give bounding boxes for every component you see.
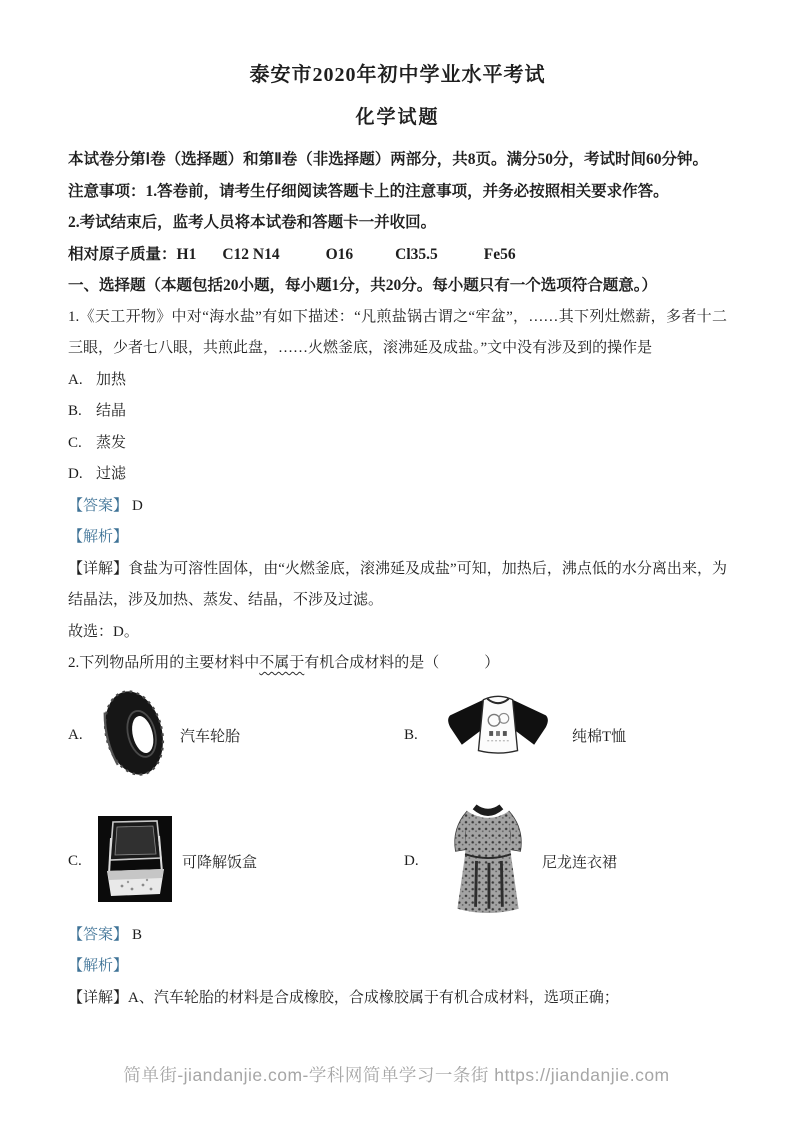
page-subtitle: 化学试题 bbox=[355, 107, 440, 128]
atomic-mass-line bbox=[68, 239, 727, 271]
q1-option-d-label: D. bbox=[68, 466, 83, 482]
q2-answer-label: 【答案】 bbox=[68, 926, 129, 943]
q2-answer-value: B bbox=[132, 926, 143, 943]
q1-conclusion: 故选：D。 bbox=[68, 623, 139, 640]
q2-text-before: 2.下列物品所用的主要材料中 bbox=[68, 655, 260, 671]
q2-text-emphasis: 不属于 bbox=[259, 655, 305, 671]
atomic-mass-cl: Cl35.5 bbox=[395, 245, 438, 263]
q2-option-c bbox=[68, 816, 404, 907]
q2-detail-text: A、汽车轮胎的材料是合成橡胶，合成橡胶属于有机合成材料，选项正确； bbox=[128, 989, 619, 1006]
q2-options-row-2 bbox=[68, 798, 727, 920]
atomic-mass-label: 相对原子质量： bbox=[68, 245, 177, 263]
q1-option-b-text: 结晶 bbox=[96, 403, 127, 419]
atomic-mass-fe: Fe56 bbox=[483, 245, 516, 263]
q1-answer-value: D bbox=[132, 497, 143, 514]
q2-options-row-1 bbox=[68, 684, 727, 788]
q2-option-c-label: C. bbox=[68, 852, 82, 869]
q2-option-b-label: B. bbox=[404, 727, 418, 743]
tshirt-image bbox=[434, 690, 562, 781]
q1-detail-text: 食盐为可溶性固体，由“火燃釜底，滚沸延及成盐”可知，加热后，沸点低的水分离出来，为结晶法，涉及加热、蒸发、结晶，不涉及过滤。 bbox=[68, 560, 727, 608]
q1-option-b-label: B. bbox=[68, 403, 82, 419]
notice-line-2: 2.考试结束后，监考人员将本试卷和答题卡一并收回。 bbox=[68, 214, 437, 231]
question-1-text: 1.《天工开物》中对“海水盐”有如下描述：“凡煎盐锅古谓之“牢盆”，……其下列灶燃薪，多者十二三眼，少者七八眼，共煎此盘，……火燃釜底，滚沸延及成盐。”文中没有涉及到的操作是 bbox=[68, 308, 727, 356]
q2-option-c-caption: 可降解饭盒 bbox=[182, 854, 258, 871]
q1-option-d-text: 过滤 bbox=[96, 466, 127, 482]
q2-detail-paragraph bbox=[68, 983, 727, 1015]
q2-option-a-caption: 汽车轮胎 bbox=[180, 729, 241, 745]
q2-option-b bbox=[404, 690, 727, 781]
dress-image bbox=[444, 798, 532, 925]
tire-image bbox=[98, 684, 170, 787]
page-title: 泰安市2020年初中学业水平考试 bbox=[249, 64, 546, 86]
q2-detail-label: 【详解】 bbox=[68, 989, 129, 1006]
atomic-mass-c-n: C12 N14 bbox=[222, 245, 280, 263]
q1-detail-paragraph bbox=[68, 554, 727, 617]
q1-option-c bbox=[68, 428, 727, 460]
q1-answer-label: 【答案】 bbox=[68, 497, 129, 514]
q1-option-d bbox=[68, 459, 727, 491]
watermark-footer: 简单街-jiandanjie.com-学科网简单学习一条街 https://jiandanjie.com bbox=[123, 1065, 670, 1085]
q2-analysis-label: 【解析】 bbox=[68, 958, 129, 974]
section-title: 一、选择题（本题包括20小题，每小题1分，共20分。每小题只有一个选项符合题意。） bbox=[68, 277, 658, 294]
q2-option-a-label: A. bbox=[68, 727, 83, 743]
q2-option-a bbox=[68, 684, 404, 787]
q1-option-a-text: 加热 bbox=[96, 371, 127, 388]
intro-paragraph: 本试卷分第Ⅰ卷（选择题）和第Ⅱ卷（非选择题）两部分，共8页。满分50分，考试时间60分钟。 bbox=[68, 151, 708, 168]
notice-line-1: 注意事项：1.答卷前，请考生仔细阅读答题卡上的注意事项，并务必按照相关要求作答。 bbox=[68, 182, 669, 200]
q1-option-a-label: A. bbox=[68, 371, 83, 388]
q1-option-b bbox=[68, 396, 727, 428]
q2-option-d bbox=[404, 798, 727, 925]
q1-analysis-label: 【解析】 bbox=[68, 529, 129, 545]
q2-text-after: 有机合成材料的是（ ） bbox=[304, 655, 500, 671]
question-2-text bbox=[68, 648, 727, 680]
q1-option-c-text: 蒸发 bbox=[96, 434, 127, 451]
q1-option-c-label: C. bbox=[68, 434, 82, 451]
q1-detail-label: 【详解】 bbox=[68, 560, 129, 577]
q2-option-b-caption: 纯棉T恤 bbox=[572, 729, 627, 745]
q2-option-d-caption: 尼龙连衣裙 bbox=[542, 854, 618, 871]
q2-option-d-label: D. bbox=[404, 852, 419, 869]
atomic-mass-h: H1 bbox=[176, 245, 197, 263]
q1-answer-line bbox=[68, 491, 727, 523]
q1-option-a bbox=[68, 365, 727, 397]
atomic-mass-o: O16 bbox=[325, 245, 354, 263]
lunchbox-image bbox=[98, 816, 172, 907]
